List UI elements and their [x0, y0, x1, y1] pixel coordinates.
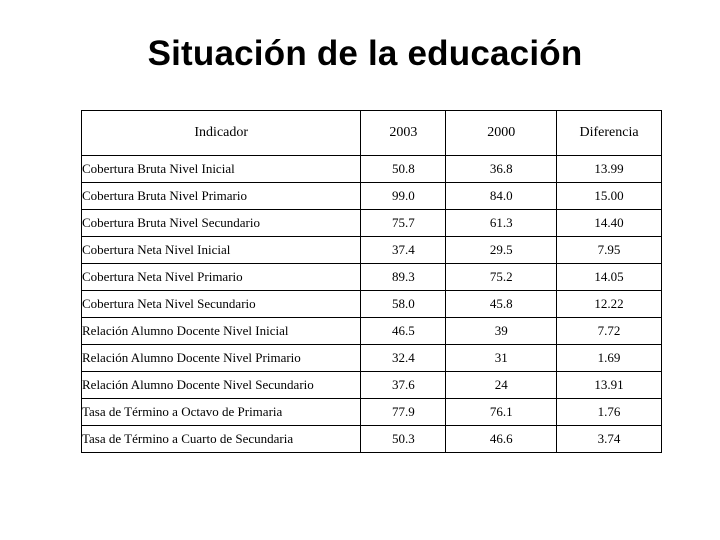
indicator-cell: Relación Alumno Docente Nivel Secundario: [82, 372, 361, 399]
page-title: Situación de la educación: [147, 34, 583, 73]
table-row: [82, 156, 662, 183]
table-row: [82, 426, 662, 453]
indicator-cell: Cobertura Neta Nivel Primario: [82, 264, 361, 291]
indicator-cell: Relación Alumno Docente Nivel Inicial: [82, 318, 361, 345]
indicator-cell: Cobertura Bruta Nivel Inicial: [82, 156, 361, 183]
education-table: [81, 110, 662, 453]
difference-cell: 7.72: [557, 318, 662, 345]
value-2000-cell: 46.6: [446, 426, 557, 453]
value-2000-cell: 84.0: [446, 183, 557, 210]
difference-cell: 1.69: [557, 345, 662, 372]
table-row: [82, 237, 662, 264]
header-diferencia: Diferencia: [557, 111, 662, 156]
table-row: [82, 183, 662, 210]
table-row: [82, 291, 662, 318]
value-2003-cell: 75.7: [361, 210, 446, 237]
value-2003-cell: 46.5: [361, 318, 446, 345]
value-2000-cell: 61.3: [446, 210, 557, 237]
difference-cell: 7.95: [557, 237, 662, 264]
value-2000-cell: 76.1: [446, 399, 557, 426]
difference-cell: 14.05: [557, 264, 662, 291]
difference-cell: 13.91: [557, 372, 662, 399]
value-2003-cell: 37.4: [361, 237, 446, 264]
value-2003-cell: 50.3: [361, 426, 446, 453]
value-2000-cell: 36.8: [446, 156, 557, 183]
value-2003-cell: 89.3: [361, 264, 446, 291]
indicator-cell: Relación Alumno Docente Nivel Primario: [82, 345, 361, 372]
indicator-cell: Cobertura Bruta Nivel Primario: [82, 183, 361, 210]
difference-cell: 13.99: [557, 156, 662, 183]
value-2000-cell: 31: [446, 345, 557, 372]
difference-cell: 12.22: [557, 291, 662, 318]
table-row: [82, 210, 662, 237]
difference-cell: 15.00: [557, 183, 662, 210]
value-2000-cell: 75.2: [446, 264, 557, 291]
table-header-row: [82, 111, 662, 156]
table-row: [82, 345, 662, 372]
value-2003-cell: 77.9: [361, 399, 446, 426]
indicator-cell: Tasa de Término a Octavo de Primaria: [82, 399, 361, 426]
table-row: [82, 264, 662, 291]
value-2000-cell: 24: [446, 372, 557, 399]
table-row: [82, 318, 662, 345]
indicator-cell: Cobertura Neta Nivel Secundario: [82, 291, 361, 318]
value-2003-cell: 58.0: [361, 291, 446, 318]
table-row: [82, 372, 662, 399]
value-2000-cell: 29.5: [446, 237, 557, 264]
value-2003-cell: 37.6: [361, 372, 446, 399]
indicator-cell: Cobertura Neta Nivel Inicial: [82, 237, 361, 264]
value-2000-cell: 45.8: [446, 291, 557, 318]
value-2003-cell: 99.0: [361, 183, 446, 210]
table-row: [82, 399, 662, 426]
value-2003-cell: 50.8: [361, 156, 446, 183]
difference-cell: 1.76: [557, 399, 662, 426]
indicator-cell: Cobertura Bruta Nivel Secundario: [82, 210, 361, 237]
difference-cell: 3.74: [557, 426, 662, 453]
difference-cell: 14.40: [557, 210, 662, 237]
header-indicador: Indicador: [82, 111, 361, 156]
header-2003: 2003: [361, 111, 446, 156]
indicator-cell: Tasa de Término a Cuarto de Secundaria: [82, 426, 361, 453]
value-2000-cell: 39: [446, 318, 557, 345]
header-2000: 2000: [446, 111, 557, 156]
value-2003-cell: 32.4: [361, 345, 446, 372]
